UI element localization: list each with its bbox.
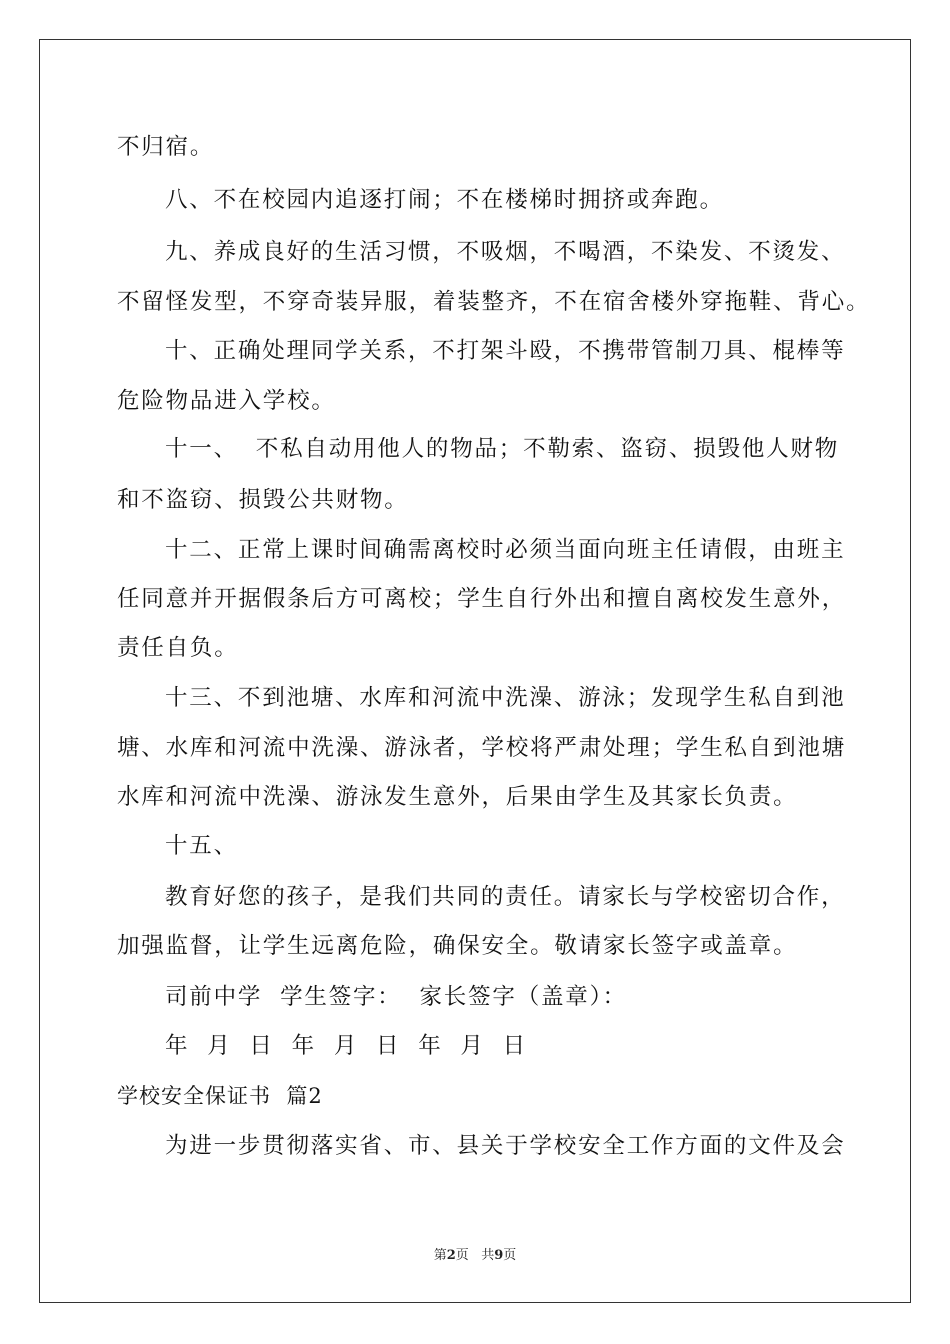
footer-prefix: 第 [433,1248,447,1263]
current-page-number: 2 [446,1248,456,1263]
signature-line: 司前中学 学生签字： 家长签字（盖章）： [165,984,627,1010]
text-line: 教育好您的孩子，是我们共同的责任。请家长与学校密切合作， [165,884,846,910]
text-line: 责任自负。 [117,635,239,661]
text-line: 八、不在校园内追逐打闹；不在楼梯时拥挤或奔跑。 [165,187,724,213]
text-line: 危险物品进入学校。 [117,388,336,414]
total-pages-number: 9 [494,1248,504,1263]
text-line: 任同意并开据假条后方可离校；学生自行外出和擅自离校发生意外， [117,586,847,612]
date-line: 年 月 日 年 月 日 年 月 日 [165,1033,527,1059]
text-line: 塘、水库和河流中洗澡、游泳者，学校将严肃处理；学生私自到池塘 [117,735,847,761]
text-line: 水库和河流中洗澡、游泳发生意外，后果由学生及其家长负责。 [117,784,798,810]
text-line: 加强监督，让学生远离危险，确保安全。敬请家长签字或盖章。 [117,933,798,959]
footer-suffix: 页 [503,1248,517,1263]
text-line: 和不盗窃、损毁公共财物。 [117,487,409,513]
footer-mid: 页 共 [455,1248,495,1263]
page-footer [0,1247,950,1265]
text-line: 为进一步贯彻落实省、市、县关于学校安全工作方面的文件及会 [165,1133,846,1159]
text-line: 十、正确处理同学关系，不打架斗殴，不携带管制刀具、棍棒等 [165,338,846,364]
text-line: 不归宿。 [117,134,215,160]
section-heading: 学校安全保证书 篇2 [117,1084,323,1108]
page-frame [39,39,911,1303]
text-line: 十一、 不私自动用他人的物品；不勒索、盗窃、损毁他人财物 [165,436,840,462]
text-line: 不留怪发型，不穿奇装异服，着装整齐，不在宿舍楼外穿拖鞋、背心。 [117,289,871,315]
text-line: 十二、正常上课时间确需离校时必须当面向班主任请假，由班主 [165,537,846,563]
text-line: 十三、不到池塘、水库和河流中洗澡、游泳；发现学生私自到池 [165,685,846,711]
text-line: 十五、 [165,833,238,859]
text-line: 九、养成良好的生活习惯，不吸烟，不喝酒，不染发、不烫发、 [165,239,846,265]
